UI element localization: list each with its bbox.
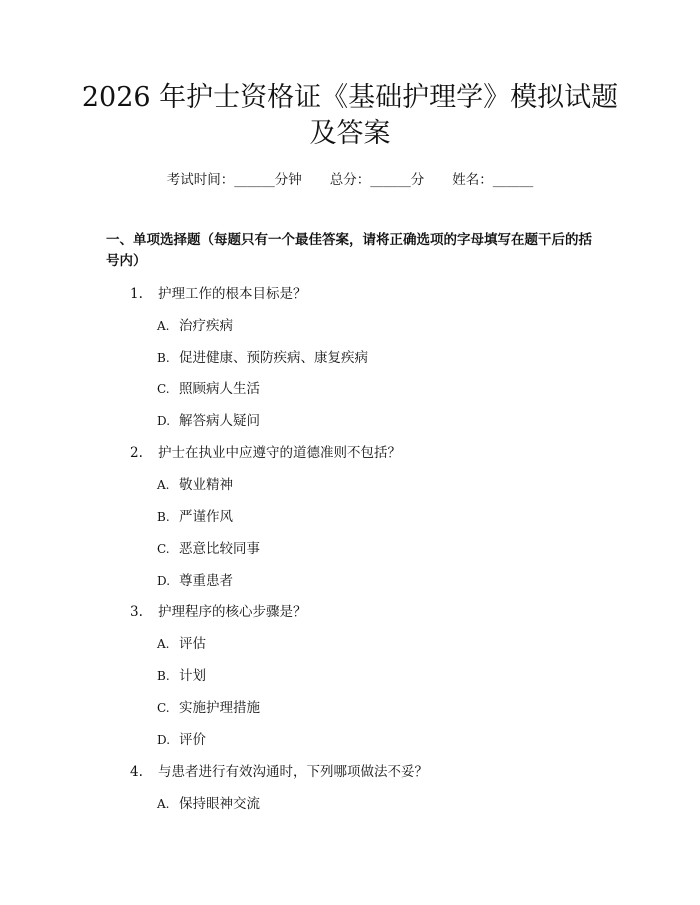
option-text: 实施护理措施 xyxy=(179,700,260,716)
question-text: 与患者进行有效沟通时，下列哪项做法不妥？ xyxy=(158,764,428,780)
exam-info-line xyxy=(0,168,700,188)
option-letter: A. xyxy=(157,797,170,811)
question-3 xyxy=(130,600,307,620)
title-line-1: 2026 年护士资格证《基础护理学》模拟试题 xyxy=(81,82,619,113)
question-number: 3. xyxy=(130,604,143,620)
option-letter: D. xyxy=(157,733,171,747)
option-letter: D. xyxy=(157,574,171,588)
question-number: 2. xyxy=(130,445,143,461)
total-score-field: 总分：______分 xyxy=(329,172,425,188)
question-2-option-b xyxy=(157,505,233,525)
question-text: 护理工作的根本目标是？ xyxy=(158,286,307,302)
option-letter: D. xyxy=(157,414,171,428)
question-number: 4. xyxy=(130,764,143,780)
title-line-2: 及答案 xyxy=(309,118,391,149)
option-text: 解答病人疑问 xyxy=(179,413,260,429)
name-field: 姓名：______ xyxy=(452,172,534,188)
option-text: 评价 xyxy=(179,732,206,748)
option-text: 尊重患者 xyxy=(179,573,233,589)
option-letter: C. xyxy=(157,701,170,715)
option-letter: A. xyxy=(157,319,170,333)
option-text: 敬业精神 xyxy=(179,477,233,493)
option-text: 治疗疾病 xyxy=(179,318,233,334)
option-text: 保持眼神交流 xyxy=(179,796,260,812)
question-1-option-a xyxy=(157,314,233,334)
option-letter: A. xyxy=(157,637,170,651)
question-2 xyxy=(130,441,401,461)
question-text: 护理程序的核心步骤是？ xyxy=(158,604,307,620)
exam-time-field: 考试时间：______分钟 xyxy=(166,172,302,188)
question-4 xyxy=(130,760,428,780)
option-text: 恶意比较同事 xyxy=(179,541,260,557)
option-letter: C. xyxy=(157,382,170,396)
section-heading: 一、单项选择题（每题只有一个最佳答案，请将正确选项的字母填写在题干后的括号内） xyxy=(106,232,592,269)
question-3-option-b xyxy=(157,664,206,684)
option-letter: B. xyxy=(157,669,170,683)
document-title xyxy=(80,80,620,152)
question-3-option-d xyxy=(157,728,206,748)
question-1-option-d xyxy=(157,409,260,429)
option-text: 严谨作风 xyxy=(179,509,233,525)
option-text: 计划 xyxy=(179,668,206,684)
question-text: 护士在执业中应遵守的道德准则不包括？ xyxy=(158,445,401,461)
question-1-option-b xyxy=(157,346,368,366)
option-text: 照顾病人生活 xyxy=(179,381,260,397)
question-3-option-a xyxy=(157,632,206,652)
option-text: 评估 xyxy=(179,636,206,652)
question-3-option-c xyxy=(157,696,260,716)
question-2-option-a xyxy=(157,473,233,493)
question-number: 1. xyxy=(130,286,143,302)
option-letter: B. xyxy=(157,351,170,365)
option-letter: C. xyxy=(157,542,170,556)
question-1 xyxy=(130,282,307,302)
question-1-option-c xyxy=(157,377,260,397)
question-2-option-d xyxy=(157,569,233,589)
question-2-option-c xyxy=(157,537,260,557)
option-text: 促进健康、预防疾病、康复疾病 xyxy=(179,350,368,366)
option-letter: B. xyxy=(157,510,170,524)
option-letter: A. xyxy=(157,478,170,492)
question-4-option-a xyxy=(157,792,260,812)
